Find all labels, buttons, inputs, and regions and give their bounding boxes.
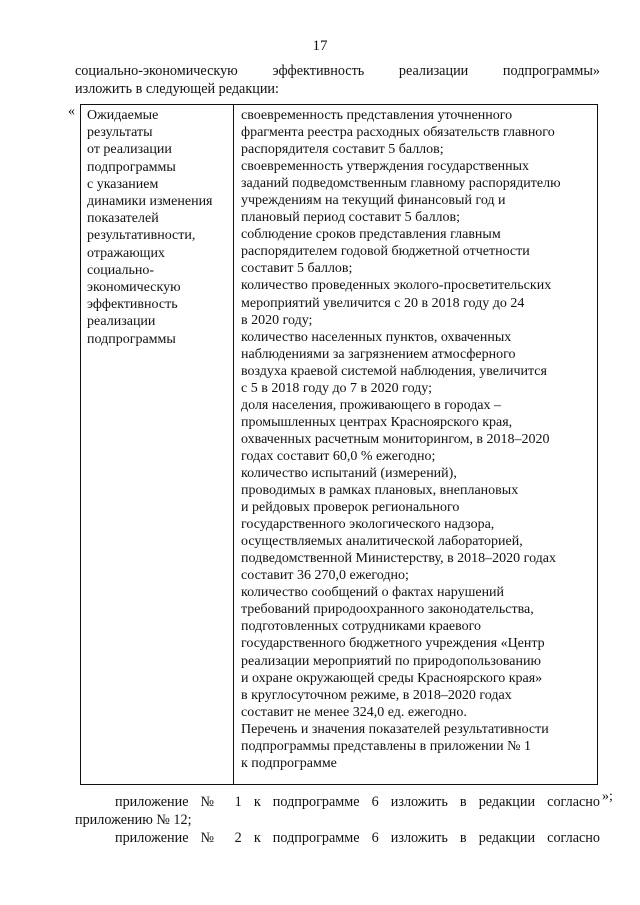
right-cell-line: своевременность представления уточненного (241, 108, 513, 123)
right-cell-line: и охране окружающей среды Красноярского края» (241, 670, 543, 686)
left-cell-line: подпрограммы (87, 159, 176, 175)
left-cell-line: экономическую (87, 280, 181, 296)
left-cell-line: отражающих (87, 245, 165, 261)
right-cell-line: составит не менее 324,0 ед. ежегодно. (241, 704, 467, 720)
right-cell-line: государственного бюджетного учреждения «Центр (241, 636, 545, 652)
right-cell-line: распорядителем годовой бюджетной отчетности (241, 244, 530, 260)
right-cell-line: составит 5 баллов; (241, 261, 353, 277)
left-cell-line: подпрограммы (87, 331, 176, 347)
right-cell-line: количество проведенных эколого-просветительских (241, 278, 552, 294)
right-cell-line: плановый период составит 5 баллов; (241, 210, 461, 226)
left-cell-line: Ожидаемые (87, 108, 159, 123)
right-cell-line: годах составит 60,0 % ежегодно; (241, 448, 436, 464)
right-cell-line: с 5 в 2018 году до 7 в 2020 году; (241, 380, 432, 396)
right-cell-line: количество испытаний (измерений), (241, 465, 457, 481)
after-line-1: приложение № 1 к подпрограмме 6 изложить в редакции согласно (115, 794, 600, 810)
after-line-3: приложение № 2 к подпрограмме 6 изложить в редакции согласно (115, 830, 600, 846)
left-cell-line: реализации (87, 314, 156, 330)
right-cell-line: в круглосуточном режиме, в 2018–2020 годах (241, 687, 512, 703)
closing-quote: »; (602, 789, 613, 804)
right-cell-line: количество сообщений о фактах нарушений (241, 585, 505, 601)
right-cell-line: воздуха краевой системой наблюдения, увеличится (241, 363, 547, 379)
right-cell-line: к подпрограмме (241, 755, 337, 771)
right-cell-line: распорядителя составит 5 баллов; (241, 142, 444, 158)
left-cell-line: результативности, (87, 228, 196, 244)
table-left-cell (87, 107, 232, 348)
opening-quote: « (68, 104, 75, 119)
column-divider (233, 105, 234, 784)
right-cell-line: требований природоохранного законодательства, (241, 602, 534, 618)
left-cell-line: от реализации (87, 142, 172, 158)
right-cell-line: в 2020 году; (241, 312, 313, 328)
right-cell-line: доля населения, проживающего в городах – (241, 397, 502, 413)
right-cell-line: подпрограммы представлены в приложении № 1 (241, 738, 531, 754)
left-cell-line: результаты (87, 125, 153, 141)
left-cell-line: динамики изменения (87, 194, 213, 210)
right-cell-line: Перечень и значения показателей результативности (241, 721, 549, 737)
right-cell-line: подготовленных сотрудниками краевого (241, 619, 482, 635)
right-cell-line: составит 36 270,0 ежегодно; (241, 568, 409, 584)
intro-line-1: социально-экономическую эффективность реализации подпрограммы» (75, 63, 600, 79)
left-cell-line: показателей (87, 211, 159, 227)
right-cell-line: фрагмента реестра расходных обязательств главного (241, 125, 555, 141)
right-cell-line: соблюдение сроков представления главным (241, 227, 501, 243)
right-cell-line: учреждениям на текущий финансовый год и (241, 193, 506, 209)
right-cell-line: промышленных центрах Красноярского края, (241, 414, 513, 430)
right-cell-line: реализации мероприятий по природопользованию (241, 653, 541, 669)
after-line-2: приложению № 12; (75, 812, 192, 828)
right-cell-line: и рейдовых проверок регионального (241, 500, 460, 516)
right-cell-line: проводимых в рамках плановых, внеплановых (241, 483, 519, 499)
intro-line-2: изложить в следующей редакции: (75, 81, 279, 97)
right-cell-line: заданий подведомственным главному распорядителю (241, 176, 561, 192)
right-cell-line: наблюдениями за загрязнением атмосферного (241, 346, 516, 362)
right-cell-line: охваченных расчетным мониторингом, в 2018–2020 (241, 431, 550, 447)
right-cell-line: государственного экологического надзора, (241, 517, 495, 533)
left-cell-line: эффективность (87, 297, 178, 313)
table-right-cell (241, 107, 593, 772)
right-cell-line: осуществляемых аналитической лабораторией, (241, 534, 523, 550)
left-cell-line: с указанием (87, 176, 159, 192)
page-number: 17 (312, 38, 328, 54)
right-cell-line: количество населенных пунктов, охваченных (241, 329, 512, 345)
right-cell-line: мероприятий увеличится с 20 в 2018 году до 24 (241, 295, 525, 311)
right-cell-line: своевременность утверждения государственных (241, 159, 530, 175)
right-cell-line: подведомственной Министерству, в 2018–2020 годах (241, 551, 557, 567)
left-cell-line: социально- (87, 262, 155, 278)
results-table (80, 104, 598, 785)
